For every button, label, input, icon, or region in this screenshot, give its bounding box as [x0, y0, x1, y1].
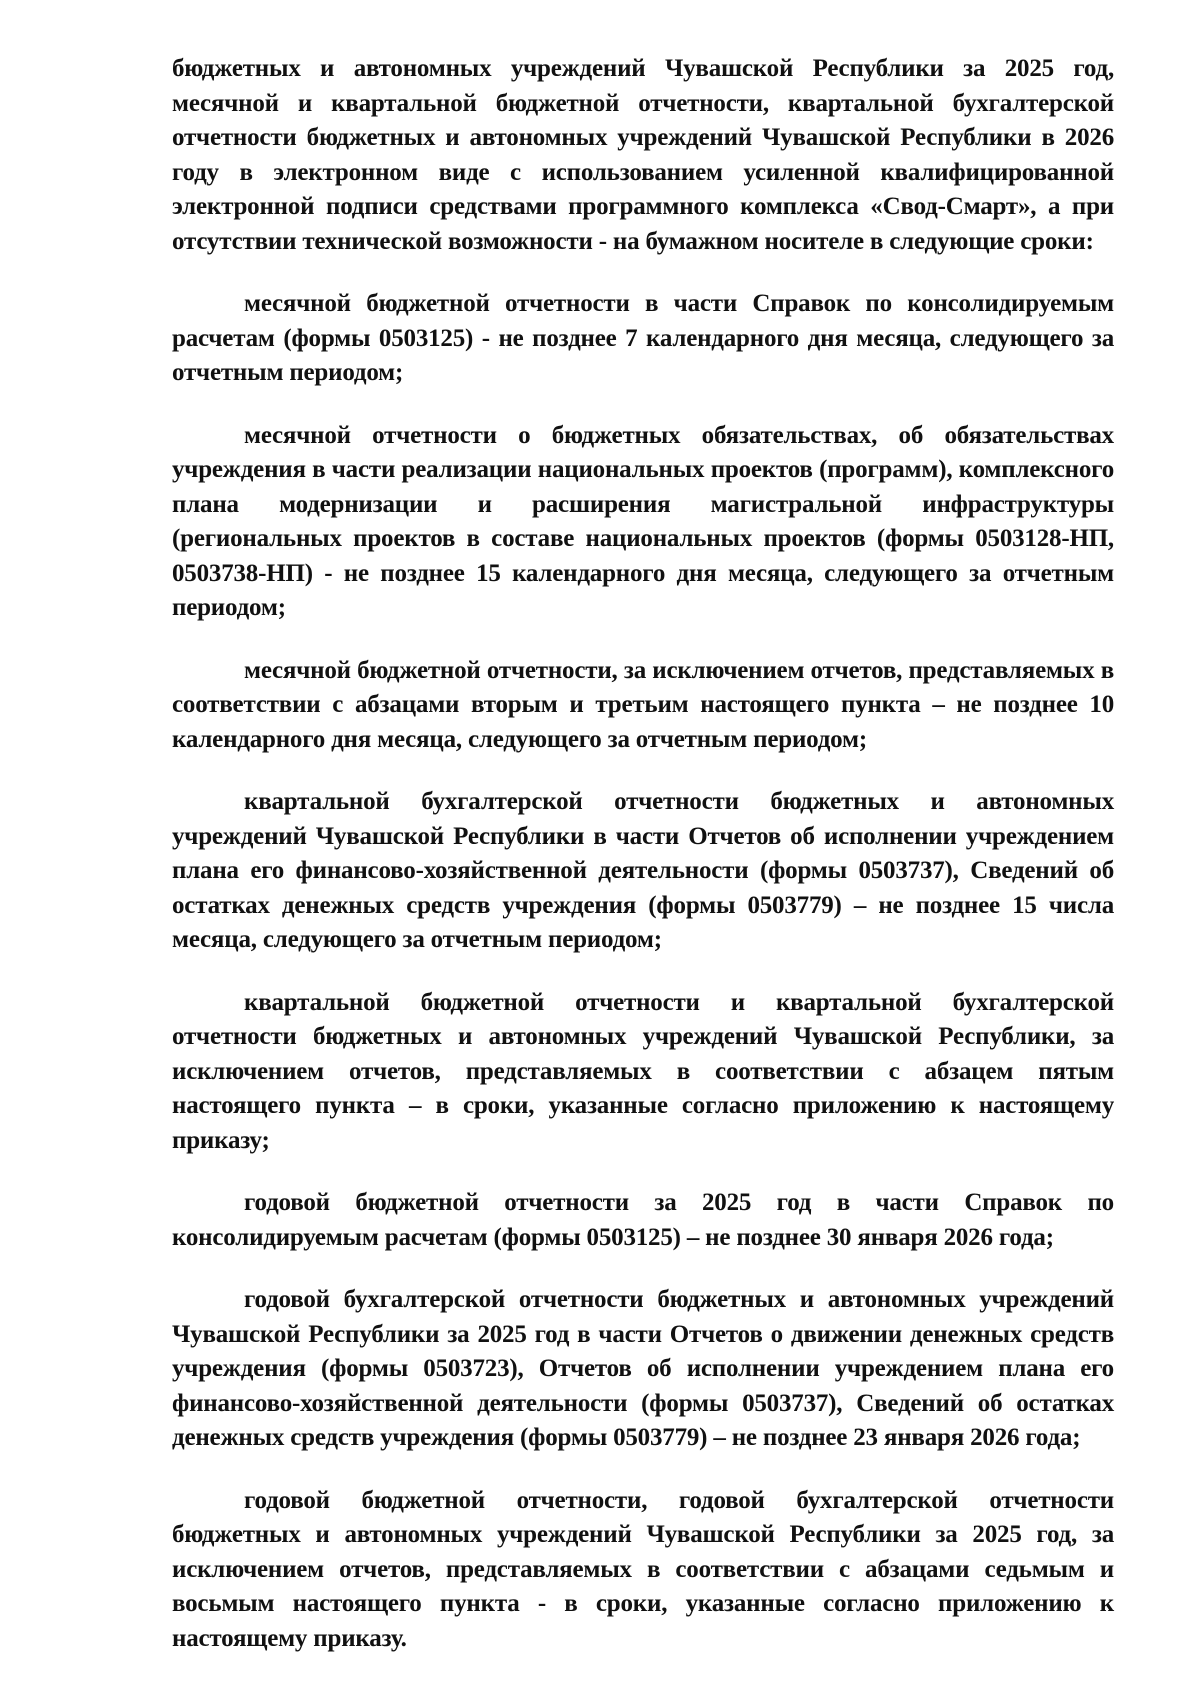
paragraph-monthly-other: месячной бюджетной отчетности, за исключением отчетов, представляемых в соответствии с абзацами вторым и третьим настоящего пункта – не позднее 10 календарного дня месяца, следующего за отчетным периодом; [172, 656, 1114, 753]
paragraph-annual-consolidated: годовой бюджетной отчетности за 2025 год в части Справок по консолидируемым расчетам (формы 0503125) – не позднее 30 января 2026 года; [172, 1189, 1114, 1251]
paragraph-monthly-consolidated: месячной бюджетной отчетности в части Справок по консолидируемым расчетам (формы 0503125) - не позднее 7 календарного дня месяца, следующего за отчетным периодом; [172, 290, 1114, 386]
document-body [172, 52, 1114, 1684]
paragraph-intro: бюджетных и автономных учреждений Чувашской Республики за 2025 год, месячной и квартальной бюджетной отчетности, квартальной бухгалтерской отчетности бюджетных и автономных учреждений Чувашской Республики в 2026 году в электронном виде с использованием усиленной квалифицированной электронной подписи средствами программного комплекса «Свод-Смарт», а при отсутствии технической возможности - на бумажном носителе в следующие сроки: [172, 55, 1114, 255]
paragraph-annual-accounting: годовой бухгалтерской отчетности бюджетных и автономных учреждений Чувашской Республики за 2025 год в части Отчетов о движении денежных средств учреждения (формы 0503723), Отчетов об исполнении учреждением плана его финансово-хозяйственной деятельности (формы 0503737), Сведений об остатках денежных средств учреждения (формы 0503779) – не позднее 23 января 2026 года; [172, 1286, 1114, 1451]
paragraph-monthly-obligations: месячной отчетности о бюджетных обязательствах, об обязательствах учреждения в части реализации национальных проектов (программ), комплексного плана модернизации и расширения магистральной инфраструктуры (региональных проектов в составе национальных проектов (формы 0503128-НП, 0503738-НП) - не позднее 15 календарного дня месяца, следующего за отчетным периодом; [172, 421, 1114, 621]
paragraph-quarterly-accounting: квартальной бухгалтерской отчетности бюджетных и автономных учреждений Чувашской Республики в части Отчетов об исполнении учреждением плана его финансово-хозяйственной деятельности (формы 0503737), Сведений об остатках денежных средств учреждения (формы 0503779) – не позднее 15 числа месяца, следующего за отчетным периодом; [172, 788, 1114, 953]
paragraph-annual-other: годовой бюджетной отчетности, годовой бухгалтерской отчетности бюджетных и автономных учреждений Чувашской Республики за 2025 год, за исключением отчетов, представляемых в соответствии с абзацами седьмым и восьмым настоящего пункта - в сроки, указанные согласно приложению к настоящему приказу. [172, 1486, 1114, 1652]
paragraph-quarterly-other: квартальной бюджетной отчетности и квартальной бухгалтерской отчетности бюджетных и автономных учреждений Чувашской Республики, за исключением отчетов, представляемых в соответствии с абзацем пятым настоящего пункта – в сроки, указанные согласно приложению к настоящему приказу; [172, 988, 1114, 1154]
